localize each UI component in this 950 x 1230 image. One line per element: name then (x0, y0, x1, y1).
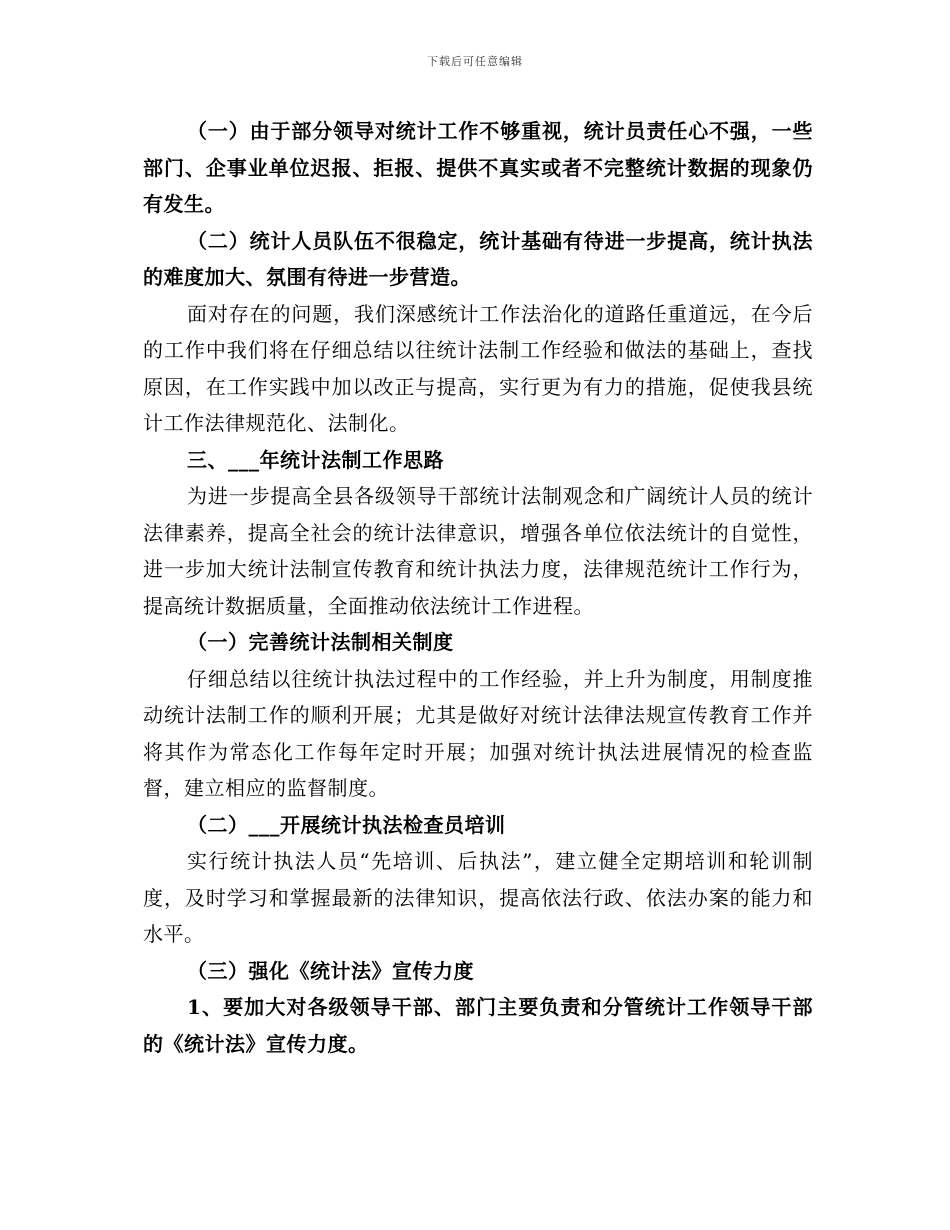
paragraph-item-1: 1、要加大对各级领导干部、部门主要负责和分管统计工作领导干部的《统计法》宣传力度。 (143, 995, 813, 1056)
subheading-2: （二）___开展统计执法检查员培训 (187, 812, 506, 837)
document-body (143, 113, 813, 1062)
paragraph-problem-1: （一）由于部分领导对统计工作不够重视，统计员责任心不强，一些部门、企事业单位迟报、拒报、提供不真实或者不完整统计数据的现象仍有发生。 (143, 119, 813, 216)
page-header: 下载后可任意编辑 (427, 55, 523, 68)
section-heading-3: 三、___年统计法制工作思路 (187, 447, 444, 472)
paragraph-response: 面对存在的问题，我们深感统计工作法治化的道路任重道远，在今后的工作中我们将在仔细总结以往统计法制工作经验和做法的基础上，查找原因，在工作实践中加以改正与提高，实行更为有力的措施，促使我县统计工作法律规范化、法制化。 (143, 301, 813, 435)
paragraph-subheading-1: 仔细总结以往统计执法过程中的工作经验，并上升为制度，用制度推动统计法制工作的顺利开展；尤其是做好对统计法律法规宣传教育工作并将其作为常态化工作每年定时开展；加强对统计执法进展情况的检查监督，建立相应的监督制度。 (143, 666, 813, 800)
subheading-1: （一）完善统计法制相关制度 (187, 630, 454, 654)
paragraph-section-3-intro: 为进一步提高全县各级领导干部统计法制观念和广阔统计人员的统计法律素养，提高全社会的统计法律意识，增强各单位依法统计的自觉性，进一步加大统计法制宣传教育和统计执法力度，法律规范统计工作行为，提高统计数据质量，全面推动依法统计工作进程。 (143, 484, 813, 618)
paragraph-problem-2: （二）统计人员队伍不很稳定，统计基础有待进一步提高，统计执法的难度加大、氛围有待进一步营造。 (143, 228, 813, 289)
subheading-3: （三）强化《统计法》宣传力度 (187, 958, 474, 983)
paragraph-subheading-2: 实行统计执法人员“先培训、后执法”，建立健全定期培训和轮训制度，及时学习和掌握最新的法律知识，提高依法行政、依法办案的能力和水平。 (143, 849, 813, 946)
